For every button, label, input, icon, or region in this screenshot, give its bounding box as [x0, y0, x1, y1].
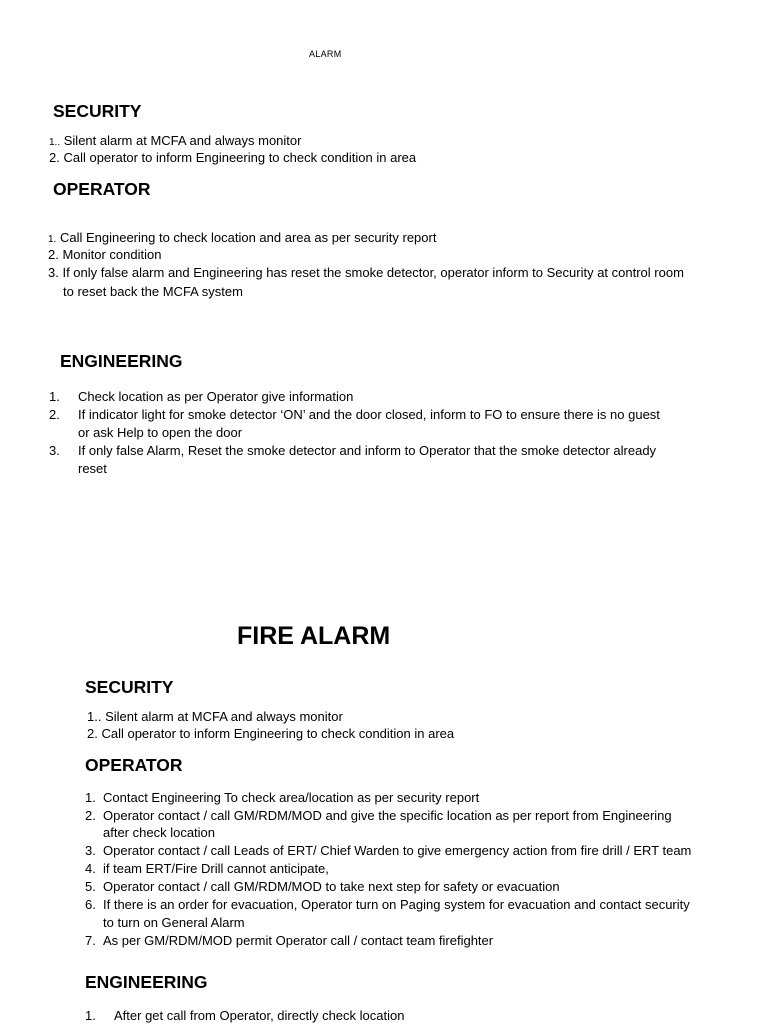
list-item — [48, 264, 684, 282]
item-text: Contact Engineering To check area/location as per security report — [103, 790, 480, 805]
item-text: After get call from Operator, directly check location — [114, 1008, 405, 1023]
item-continuation: to reset back the MCFA system — [63, 284, 243, 299]
item-text: Silent alarm at MCFA and always monitor — [63, 133, 302, 148]
item-text: Operator contact / call GM/RDM/MOD and give the specific location as per report from Engineering — [103, 808, 672, 823]
item-number: 5. — [85, 879, 96, 894]
item-text: If there is an order for evacuation, Operator turn on Paging system for evacuation and contact security — [103, 897, 690, 912]
item-text: Operator contact / call Leads of ERT/ Chief Warden to give emergency action from fire drill / ERT team — [103, 843, 692, 858]
item-number: 3. — [85, 843, 96, 858]
list-item — [87, 708, 343, 726]
item-number: 7. — [85, 933, 96, 948]
list-item — [49, 149, 416, 167]
engineering-heading: ENGINEERING — [60, 351, 183, 371]
item-text: Call operator to inform Engineering to check condition in area — [63, 150, 417, 165]
engineering-heading: ENGINEERING — [85, 972, 208, 992]
item-text: If indicator light for smoke detector ‘ON’ and the door closed, inform to FO to ensure there is no guest — [78, 407, 660, 422]
item-continuation: after check location — [103, 825, 216, 840]
item-text: Silent alarm at MCFA and always monitor — [105, 709, 343, 724]
item-text: Call operator to inform Engineering to check condition in area — [101, 726, 455, 741]
item-number: 1. — [49, 389, 60, 404]
item-text: if team ERT/Fire Drill cannot anticipate, — [103, 861, 329, 876]
item-number: 1.. — [87, 709, 102, 724]
item-text: As per GM/RDM/MOD permit Operator call / contact team firefighter — [103, 933, 494, 948]
item-number: 6. — [85, 897, 96, 912]
item-number: 2. — [49, 150, 60, 165]
operator-heading: OPERATOR — [53, 179, 151, 199]
item-continuation: to turn on General Alarm — [103, 915, 245, 930]
list-item — [87, 725, 454, 743]
item-number: 2. — [87, 726, 98, 741]
item-number: 2. — [49, 407, 60, 422]
item-text: If only false Alarm, Reset the smoke detector and inform to Operator that the smoke detector already — [78, 443, 657, 458]
item-text: Monitor condition — [62, 247, 162, 262]
operator-heading: OPERATOR — [85, 755, 183, 775]
item-number: 3. — [49, 443, 60, 458]
item-text: Operator contact / call GM/RDM/MOD to take next step for safety or evacuation — [103, 879, 560, 894]
item-number: 3. — [48, 265, 59, 280]
item-number: 2. — [85, 808, 96, 823]
fire-alarm-title: FIRE ALARM — [237, 622, 391, 650]
item-text: If only false alarm and Engineering has reset the smoke detector, operator inform to Security at control room — [62, 265, 684, 280]
doc-title: ALARM — [309, 49, 342, 59]
security-heading: SECURITY — [85, 677, 174, 697]
item-number: 1. — [48, 234, 57, 245]
item-continuation: reset — [78, 461, 107, 476]
item-number: 2. — [48, 247, 59, 262]
item-continuation: or ask Help to open the door — [78, 425, 243, 440]
item-number: 1.. — [49, 137, 61, 148]
security-heading: SECURITY — [53, 101, 142, 121]
item-text: Check location as per Operator give information — [78, 389, 354, 404]
item-number: 4. — [85, 861, 96, 876]
item-number: 1. — [85, 790, 96, 805]
list-item — [48, 246, 161, 264]
item-text: Call Engineering to check location and area as per security report — [59, 230, 437, 245]
item-number: 1. — [85, 1008, 96, 1023]
